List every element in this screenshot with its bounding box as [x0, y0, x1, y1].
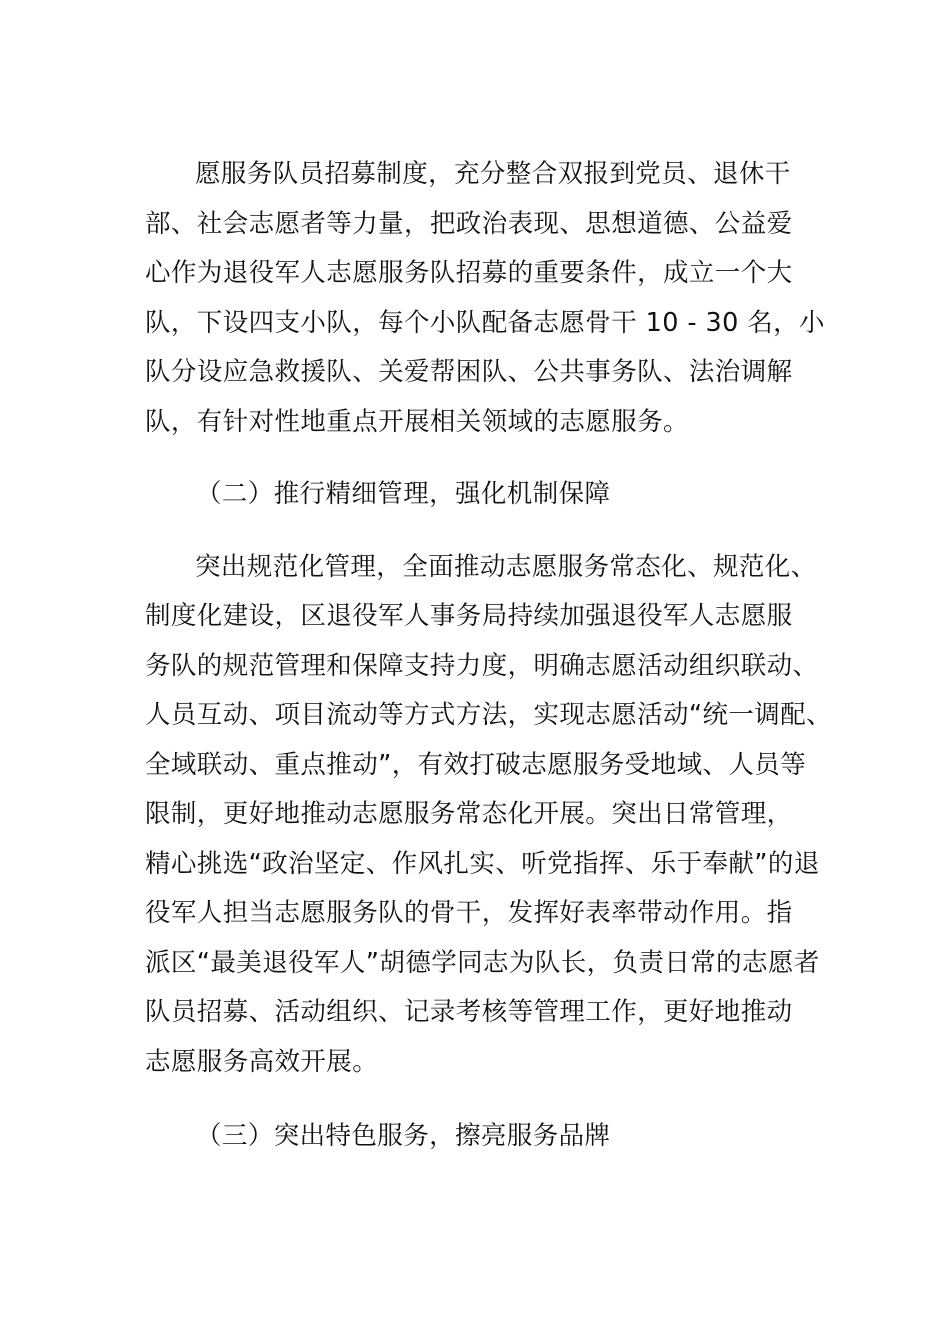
paragraph-line: 全域联动、重点推动”，有效打破志愿服务受地域、人员等	[145, 750, 807, 780]
paragraph-line: 队分设应急救援队、关爱帮困队、公共事务队、法治调解	[145, 357, 793, 387]
paragraph-line: 队，有针对性地重点开展相关领域的志愿服务。	[145, 407, 689, 437]
paragraph-line: 心作为退役军人志愿服务队招募的重要条件，成立一个大	[145, 258, 793, 288]
section-heading: （二）推行精细管理，强化机制保障	[196, 479, 611, 509]
paragraph-line: 制度化建设，区退役军人事务局持续加强退役军人志愿服	[145, 601, 793, 631]
paragraph-line: 突出规范化管理，全面推动志愿服务常态化、规范化、	[195, 552, 817, 582]
paragraph-line: 限制，更好地推动志愿服务常态化开展。突出日常管理，	[145, 799, 793, 829]
section-heading: （三）突出特色服务，擦亮服务品牌	[196, 1121, 611, 1151]
paragraph-line: 人员互动、项目流动等方式方法，实现志愿活动“统一调配、	[145, 700, 833, 730]
paragraph-line: 队员招募、活动组织、记录考核等管理工作，更好地推动	[145, 997, 793, 1027]
paragraph-line: 队，下设四支小队，每个小队配备志愿骨干 10 - 30 名，小	[145, 308, 825, 338]
paragraph-line: 志愿服务高效开展。	[145, 1047, 379, 1077]
paragraph-line: 役军人担当志愿服务队的骨干，发挥好表率带动作用。指	[145, 898, 793, 928]
paragraph-line: 愿服务队员招募制度，充分整合双报到党员、退休干	[195, 159, 791, 189]
paragraph-line: 精心挑选“政治坚定、作风扎实、听党指挥、乐于奉献”的退	[145, 849, 820, 879]
paragraph-line: 部、社会志愿者等力量，把政治表现、思想道德、公益爱	[145, 209, 793, 239]
paragraph-line: 派区“最美退役军人”胡德学同志为队长，负责日常的志愿者	[145, 948, 820, 978]
paragraph-line: 务队的规范管理和保障支持力度，明确志愿活动组织联动、	[145, 651, 819, 681]
